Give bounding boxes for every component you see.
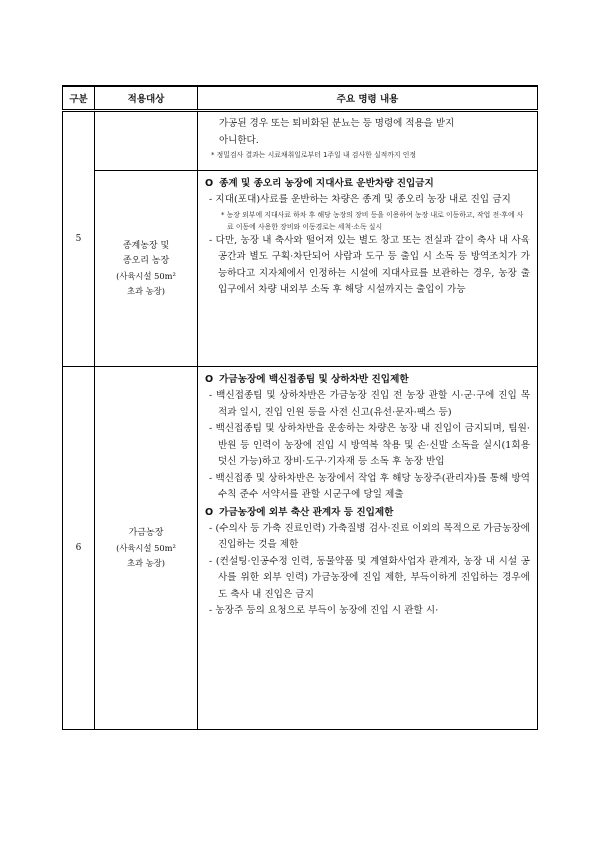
header-category: 구분 [63, 86, 95, 111]
row-content [198, 111, 538, 171]
list-item: - (수의사 등 가축 진료인력) 가축질병 검사·진료 이외의 목적으로 가금농장에 진입하는 것을 제한 [209, 522, 530, 550]
heading-text: 종계 및 종오리 농장에 지대사료 운반차량 진입금지 [219, 178, 434, 189]
list-item: - (컨설팅·인공수정 인력, 동물약품 및 계열화사업자 관계자, 농장 내 시설 공사를 위한 외부 인력) 가금농장에 진입 제한, 부득이하게 진입하는 경우에도 축사 내 진입은 금지 [209, 555, 530, 600]
section-heading [205, 371, 530, 388]
table-header-row [63, 86, 538, 111]
row-content [198, 367, 538, 730]
content-line: 가공된 경우 또는 퇴비화된 분뇨는 등 명령에 적용을 받지 [219, 118, 455, 129]
list-item: - 지대(포대)사료를 운반하는 차량은 종계 및 종오리 농장 내로 진입 금지 [209, 194, 511, 205]
target-label: 종오리 농장 [122, 255, 170, 266]
row-target-empty [95, 111, 198, 171]
list-item: - 백신접종 및 상하차반은 농장에서 작업 후 해당 농장주(관리자)를 통해 방역수칙 준수 서약서를 관할 시군구에 당일 제출 [209, 472, 530, 500]
target-label: 가금농장 [128, 527, 164, 538]
heading-text: 가금농장에 외부 축산 관계자 등 진입제한 [219, 506, 394, 518]
regulation-table [62, 85, 538, 730]
target-condition: 초과 농장) [127, 285, 165, 296]
row-content [198, 171, 538, 367]
header-content: 주요 명령 내용 [198, 86, 538, 111]
footnote: * 정밀검사 결과는 시료채취일로부터 1주일 내 검사한 실적까지 인정 [211, 151, 417, 159]
table-row [63, 111, 538, 171]
target-condition: (사육시설 50m² [116, 542, 176, 553]
row-number: 6 [63, 367, 95, 730]
footnote: * 농장 외부에 지대사료 하차 후 해당 농장의 장비 등을 이용하여 농장 내로 이동하고, 작업 전·후에 사료 이동에 사용한 장비와 이동경로는 세척·소독 실시 [221, 210, 524, 231]
row-number: 5 [63, 111, 95, 367]
table-row [63, 171, 538, 367]
list-item: - 백신접종팀 및 상하차반을 운송하는 차량은 농장 내 진입이 금지되며, 팀원·반원 등 인력이 농장에 진입 시 방역복 착용 및 손·신발 소독을 실시(1회용 덧신 가능)하고 장비·도구·기자재 등 소독 후 농장 반입 [209, 423, 530, 467]
list-item: - 다만, 농장 내 축사와 떨어져 있는 별도 창고 또는 전실과 같이 축사 내 사육공간과 별도 구획·차단되어 사람과 도구 등 출입 시 소독 등 방역조치가 가능하다고 지자체에서 인정하는 시설에 지대사료를 보관하는 경우, 농장 출입구에서 차량 내외부 소독 후 해당 시설까지는 출입이 가능 [209, 234, 530, 295]
list-item: - 백신접종팀 및 상하차반은 가금농장 진입 전 농장 관할 시·군·구에 진입 목적과 일시, 진입 인원 등을 사전 신고(유선·문자·팩스 등) [209, 390, 530, 418]
section-heading [205, 175, 530, 192]
section-heading [205, 504, 530, 521]
target-condition: 초과 농장) [127, 557, 165, 568]
table-row [63, 367, 538, 730]
row-target [95, 171, 198, 367]
target-condition: (사육시설 50m² [116, 270, 176, 281]
row-target [95, 367, 198, 730]
content-line: 아니한다. [219, 134, 259, 146]
circle-marker-icon: O [205, 506, 214, 518]
list-item: - 농장주 등의 요청으로 부득이 농장에 진입 시 관할 시· [209, 605, 439, 616]
header-target: 적용대상 [95, 86, 198, 111]
heading-text: 가금농장에 백신접종팀 및 상하차반 진입제한 [219, 374, 409, 385]
circle-marker-icon: O [205, 374, 214, 385]
document-page [62, 85, 537, 730]
target-label: 종계농장 및 [122, 240, 170, 251]
circle-marker-icon: O [205, 178, 214, 189]
